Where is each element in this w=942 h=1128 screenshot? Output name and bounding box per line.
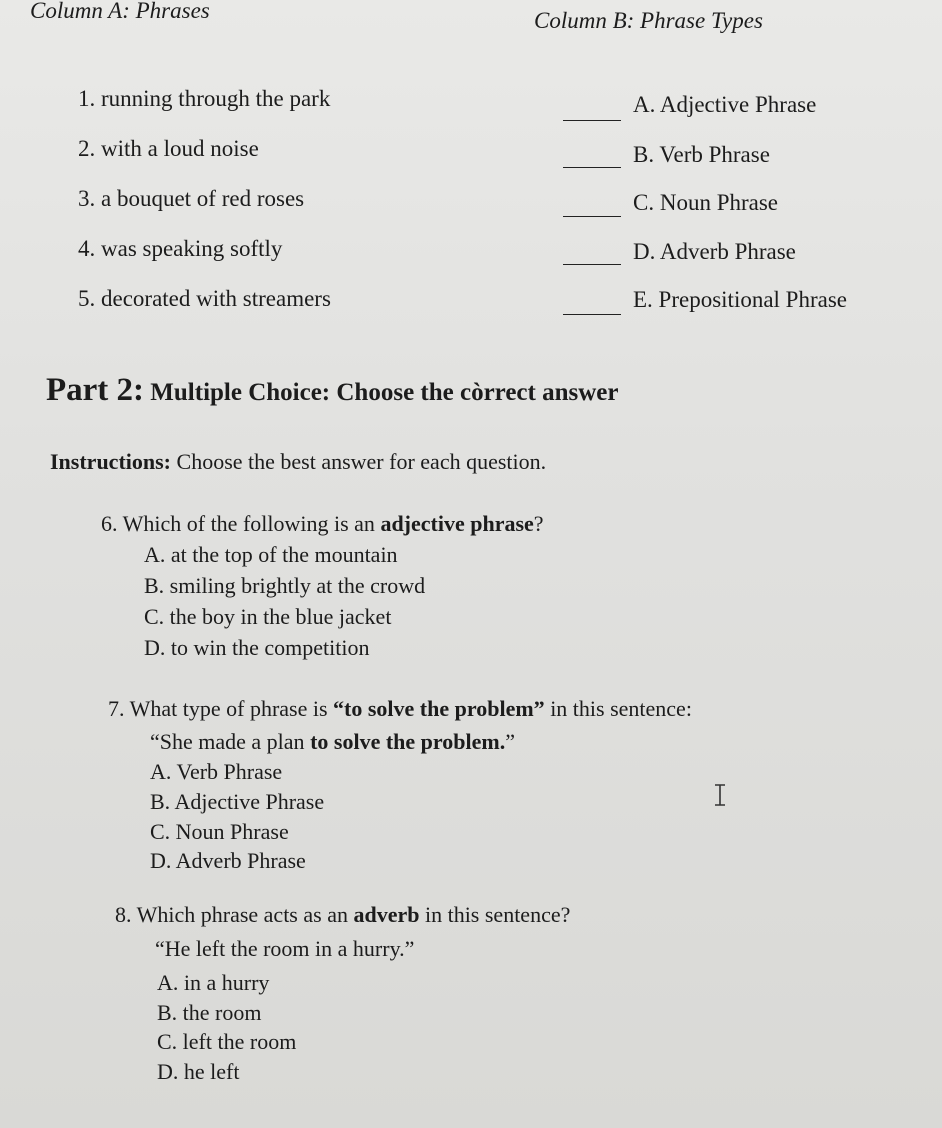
q7-option-d[interactable]: D. Adverb Phrase [150,848,306,873]
column-b-header: Column B: Phrase Types [534,8,763,33]
q8-sentence: “He left the room in a hurry.” [155,936,415,961]
q7-option-c[interactable]: C. Noun Phrase [150,819,289,844]
text-cursor-icon [714,784,726,806]
column-a-header: Column A: Phrases [30,0,210,23]
column-a-item: 2. with a loud noise [78,136,259,161]
q6-option-c[interactable]: C. the boy in the blue jacket [144,604,392,629]
q7-sentence [150,729,515,755]
question-keyword: “to solve the problem” [333,696,545,721]
column-a-item: 5. decorated with streamers [78,286,331,311]
q8-option-a[interactable]: A. in a hurry [157,970,270,995]
question-7 [108,696,692,722]
column-b-item: B. Verb Phrase [633,142,770,167]
question-text: 8. Which phrase acts as an [115,902,354,927]
instructions-label: Instructions: [50,449,172,474]
answer-blank[interactable] [563,216,621,217]
question-keyword: adverb [353,902,420,927]
answer-blank[interactable] [563,167,621,168]
column-a-item: 1. running through the park [78,86,331,111]
sentence-keyword: to solve the problem. [310,729,506,754]
column-b-item: C. Noun Phrase [633,190,779,215]
q6-option-a[interactable]: A. at the top of the mountain [144,542,398,567]
q7-option-a[interactable]: A. Verb Phrase [150,759,283,784]
question-6 [101,511,544,537]
q8-option-c[interactable]: C. left the room [157,1029,297,1054]
column-b-item: E. Prepositional Phrase [633,287,847,312]
part2-label: Part 2: [46,372,145,408]
q8-option-b[interactable]: B. the room [157,1000,262,1025]
q6-option-d[interactable]: D. to win the competition [144,635,370,660]
answer-blank[interactable] [563,314,621,315]
question-keyword: adjective phrase [380,511,534,536]
sentence-text: “She made a plan [150,729,311,754]
answer-blank[interactable] [563,264,621,265]
instructions-text: Choose the best answer for each question. [176,449,547,474]
q6-option-b[interactable]: B. smiling brightly at the crowd [144,573,426,598]
sentence-suffix: ” [505,729,515,754]
question-suffix: ? [533,511,544,536]
q8-option-d[interactable]: D. he left [157,1059,240,1084]
instructions [50,449,546,475]
column-a-item: 3. a bouquet of red roses [78,186,305,211]
part2-heading: Multiple Choice: Choose the còrrect answer [150,379,619,406]
column-b-item: A. Adjective Phrase [633,92,817,117]
part2-title [46,372,618,409]
question-text: 6. Which of the following is an [101,511,381,536]
answer-blank[interactable] [563,120,621,121]
column-b-item: D. Adverb Phrase [633,239,796,264]
column-a-item: 4. was speaking softly [78,236,283,261]
q7-option-b[interactable]: B. Adjective Phrase [150,789,325,814]
question-8 [115,902,570,928]
question-suffix: in this sentence: [544,696,692,721]
question-text: 7. What type of phrase is [108,696,334,721]
question-suffix: in this sentence? [419,902,571,927]
